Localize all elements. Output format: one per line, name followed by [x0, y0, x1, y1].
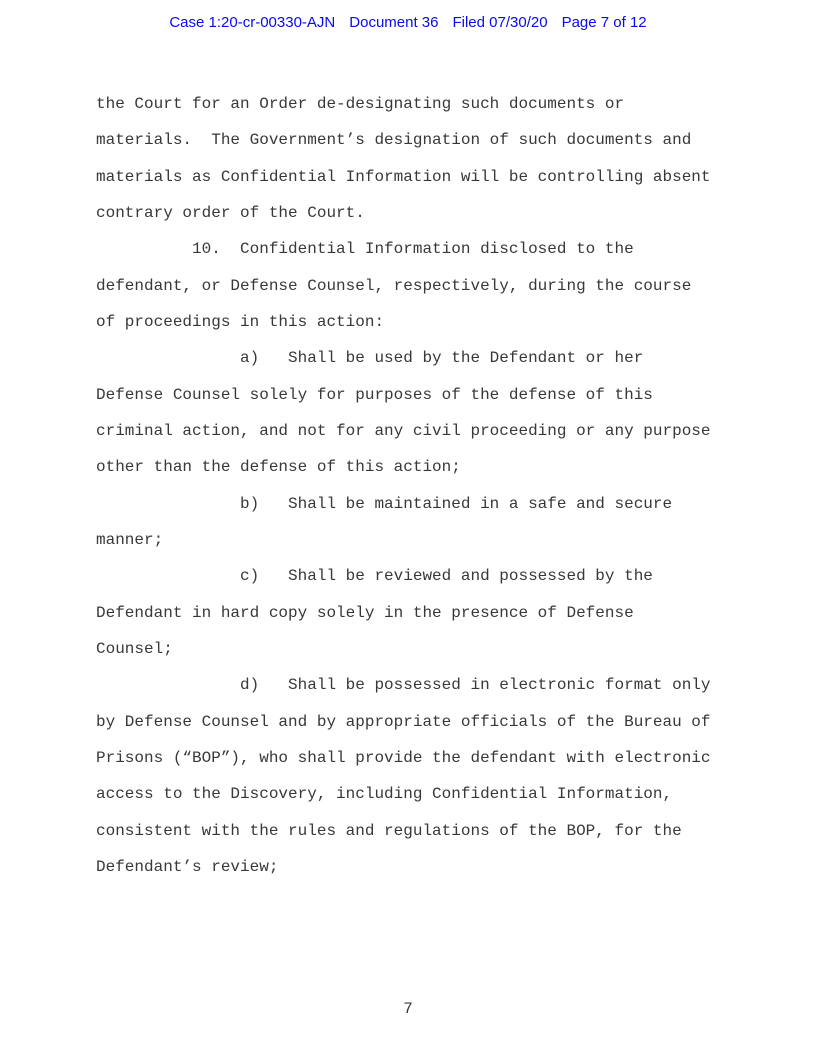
stamp-document-number: Document 36	[349, 14, 439, 31]
page-number: 7	[403, 1000, 413, 1018]
case-stamp	[0, 14, 816, 31]
stamp-case-number: Case 1:20-cr-00330-AJN	[169, 14, 336, 31]
document-line: contrary order of the Court.	[96, 203, 365, 222]
document-line: the Court for an Order de-designating such documents or	[96, 95, 625, 113]
stamp-page-count: Page 7 of 12	[561, 14, 647, 31]
document-line: criminal action, and not for any civil proceeding or any purpose	[96, 421, 711, 440]
document-line: of proceedings in this action:	[96, 312, 385, 331]
document-line: Defendant in hard copy solely in the presence of Defense	[96, 603, 634, 622]
document-line: d) Shall be possessed in electronic format only	[96, 676, 711, 695]
stamp-filed-date: Filed 07/30/20	[452, 14, 548, 31]
document-line: defendant, or Defense Counsel, respectively, during the course	[96, 276, 692, 295]
document-line: Counsel;	[96, 639, 173, 658]
document-line: by Defense Counsel and by appropriate officials of the Bureau of	[96, 712, 711, 731]
document-line: other than the defense of this action;	[96, 458, 461, 477]
document-line: 10. Confidential Information disclosed to the	[96, 240, 634, 259]
document-line: a) Shall be used by the Defendant or her	[96, 349, 644, 368]
document-line: manner;	[96, 530, 164, 549]
document-line: Defense Counsel solely for purposes of the defense of this	[96, 385, 653, 404]
document-body	[96, 86, 776, 885]
document-line: materials as Confidential Information will be controlling absent	[96, 167, 711, 186]
document-line: Prisons (“BOP”), who shall provide the defendant with electronic	[96, 748, 711, 767]
document-line: b) Shall be maintained in a safe and secure	[96, 494, 673, 513]
document-line: c) Shall be reviewed and possessed by the	[96, 567, 653, 586]
document-line: access to the Discovery, including Confidential Information,	[96, 785, 673, 804]
document-line: consistent with the rules and regulations of the BOP, for the	[96, 821, 682, 840]
document-line: materials. The Government’s designation of such documents and	[96, 131, 692, 150]
document-line: Defendant’s review;	[96, 857, 279, 876]
